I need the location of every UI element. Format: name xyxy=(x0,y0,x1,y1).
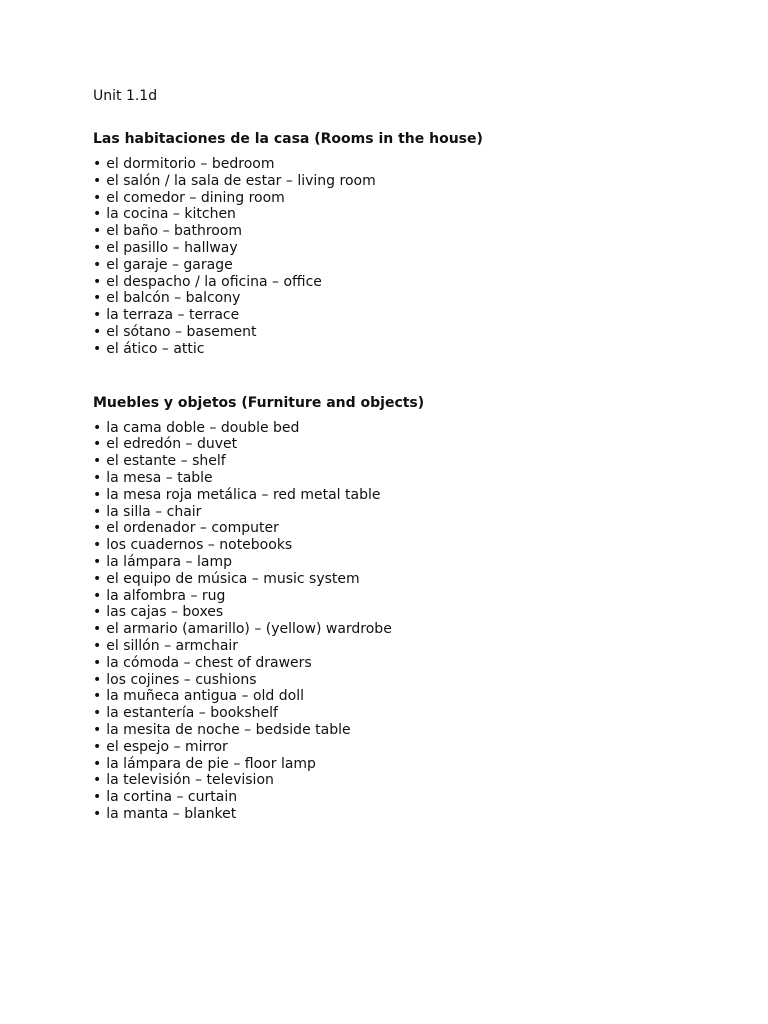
bullet-icon: • xyxy=(93,721,102,738)
furniture-vocabulary-list xyxy=(93,420,733,823)
vocabulary-item xyxy=(93,206,733,223)
vocabulary-item-text: la lámpara – lamp xyxy=(106,553,232,570)
vocabulary-item-text: la manta – blanket xyxy=(106,805,237,822)
bullet-icon: • xyxy=(93,239,102,256)
bullet-icon: • xyxy=(93,307,102,324)
vocabulary-item-text: el equipo de música – music system xyxy=(106,570,360,587)
vocabulary-item xyxy=(93,470,733,487)
vocabulary-item-text: la mesa – table xyxy=(106,469,213,486)
vocabulary-item-text: el estante – shelf xyxy=(106,453,226,470)
rooms-vocabulary-list xyxy=(93,156,733,358)
bullet-icon: • xyxy=(93,189,102,206)
bullet-icon: • xyxy=(93,290,102,307)
vocabulary-item xyxy=(93,420,733,437)
vocabulary-item xyxy=(93,223,733,240)
vocabulary-item-text: el comedor – dining room xyxy=(106,189,285,206)
bullet-icon: • xyxy=(93,419,102,436)
vocabulary-item xyxy=(93,789,733,806)
vocabulary-item-text: la televisión – television xyxy=(106,772,274,789)
vocabulary-item xyxy=(93,240,733,257)
bullet-icon: • xyxy=(93,520,102,537)
vocabulary-item-text: la cómoda – chest of drawers xyxy=(106,654,312,671)
vocabulary-item-text: los cuadernos – notebooks xyxy=(106,537,293,554)
vocabulary-item xyxy=(93,772,733,789)
vocabulary-item xyxy=(93,324,733,341)
vocabulary-item xyxy=(93,638,733,655)
vocabulary-item-text: el sillón – armchair xyxy=(106,637,239,654)
vocabulary-item-text: la cortina – curtain xyxy=(106,789,238,806)
vocabulary-item xyxy=(93,436,733,453)
bullet-icon: • xyxy=(93,587,102,604)
vocabulary-item-text: la muñeca antigua – old doll xyxy=(106,688,305,705)
bullet-icon: • xyxy=(93,604,102,621)
bullet-icon: • xyxy=(93,637,102,654)
bullet-icon: • xyxy=(93,503,102,520)
vocabulary-item-text: el balcón – balcony xyxy=(106,290,241,307)
vocabulary-item xyxy=(93,453,733,470)
vocabulary-item-text: los cojines – cushions xyxy=(106,671,257,688)
vocabulary-item-text: el ordenador – computer xyxy=(106,520,279,537)
vocabulary-item-text: la terraza – terrace xyxy=(106,307,240,324)
bullet-icon: • xyxy=(93,789,102,806)
vocabulary-item xyxy=(93,504,733,521)
vocabulary-item-text: la silla – chair xyxy=(106,503,202,520)
vocabulary-item xyxy=(93,537,733,554)
vocabulary-item-text: el sótano – basement xyxy=(106,323,257,340)
vocabulary-item xyxy=(93,520,733,537)
bullet-icon: • xyxy=(93,654,102,671)
vocabulary-item-text: el armario (amarillo) – (yellow) wardrobe xyxy=(106,621,392,638)
bullet-icon: • xyxy=(93,805,102,822)
vocabulary-item xyxy=(93,290,733,307)
bullet-icon: • xyxy=(93,223,102,240)
vocabulary-item xyxy=(93,588,733,605)
vocabulary-item xyxy=(93,756,733,773)
bullet-icon: • xyxy=(93,172,102,189)
bullet-icon: • xyxy=(93,156,102,172)
vocabulary-item xyxy=(93,341,733,358)
vocabulary-item-text: la cocina – kitchen xyxy=(106,206,236,223)
bullet-icon: • xyxy=(93,688,102,705)
vocabulary-item-text: el despacho / la oficina – office xyxy=(106,273,322,290)
bullet-icon: • xyxy=(93,256,102,273)
vocabulary-item-text: la alfombra – rug xyxy=(106,587,226,604)
bullet-icon: • xyxy=(93,553,102,570)
vocabulary-item-text: la mesita de noche – bedside table xyxy=(106,721,351,738)
vocabulary-item xyxy=(93,722,733,739)
bullet-icon: • xyxy=(93,671,102,688)
vocabulary-item-text: la mesa roja metálica – red metal table xyxy=(106,486,381,503)
vocabulary-item-text: el espejo – mirror xyxy=(106,738,228,755)
vocabulary-item xyxy=(93,739,733,756)
vocabulary-item xyxy=(93,173,733,190)
rooms-section-title: Las habitaciones de la casa (Rooms in the house) xyxy=(93,131,483,147)
bullet-icon: • xyxy=(93,755,102,772)
bullet-icon: • xyxy=(93,772,102,789)
vocabulary-item xyxy=(93,571,733,588)
vocabulary-item-text: la estantería – bookshelf xyxy=(106,705,278,722)
unit-label: Unit 1.1d xyxy=(93,88,158,104)
bullet-icon: • xyxy=(93,340,102,357)
vocabulary-item xyxy=(93,688,733,705)
vocabulary-item-text: las cajas – boxes xyxy=(106,604,224,621)
bullet-icon: • xyxy=(93,486,102,503)
vocabulary-item-text: el baño – bathroom xyxy=(106,223,243,240)
vocabulary-item xyxy=(93,156,733,173)
vocabulary-item xyxy=(93,274,733,291)
vocabulary-item-text: el garaje – garage xyxy=(106,256,233,273)
bullet-icon: • xyxy=(93,469,102,486)
bullet-icon: • xyxy=(93,273,102,290)
vocabulary-item-text: la lámpara de pie – floor lamp xyxy=(106,755,316,772)
document-page xyxy=(93,86,733,823)
vocabulary-item xyxy=(93,672,733,689)
vocabulary-item-text: el dormitorio – bedroom xyxy=(106,156,275,172)
bullet-icon: • xyxy=(93,570,102,587)
vocabulary-item xyxy=(93,621,733,638)
bullet-icon: • xyxy=(93,206,102,223)
vocabulary-item xyxy=(93,190,733,207)
bullet-icon: • xyxy=(93,453,102,470)
vocabulary-item xyxy=(93,806,733,823)
bullet-icon: • xyxy=(93,621,102,638)
vocabulary-item xyxy=(93,554,733,571)
bullet-icon: • xyxy=(93,705,102,722)
vocabulary-item-text: el salón / la sala de estar – living room xyxy=(106,172,376,189)
vocabulary-item xyxy=(93,604,733,621)
vocabulary-item xyxy=(93,307,733,324)
vocabulary-item xyxy=(93,705,733,722)
bullet-icon: • xyxy=(93,537,102,554)
furniture-section-title: Muebles y objetos (Furniture and objects) xyxy=(93,394,425,411)
vocabulary-item-text: el edredón – duvet xyxy=(106,436,238,453)
vocabulary-item xyxy=(93,257,733,274)
vocabulary-item-text: la cama doble – double bed xyxy=(106,419,300,436)
bullet-icon: • xyxy=(93,323,102,340)
vocabulary-item xyxy=(93,487,733,504)
vocabulary-item xyxy=(93,655,733,672)
bullet-icon: • xyxy=(93,738,102,755)
vocabulary-item-text: el ático – attic xyxy=(106,340,205,357)
vocabulary-item-text: el pasillo – hallway xyxy=(106,239,238,256)
bullet-icon: • xyxy=(93,436,102,453)
